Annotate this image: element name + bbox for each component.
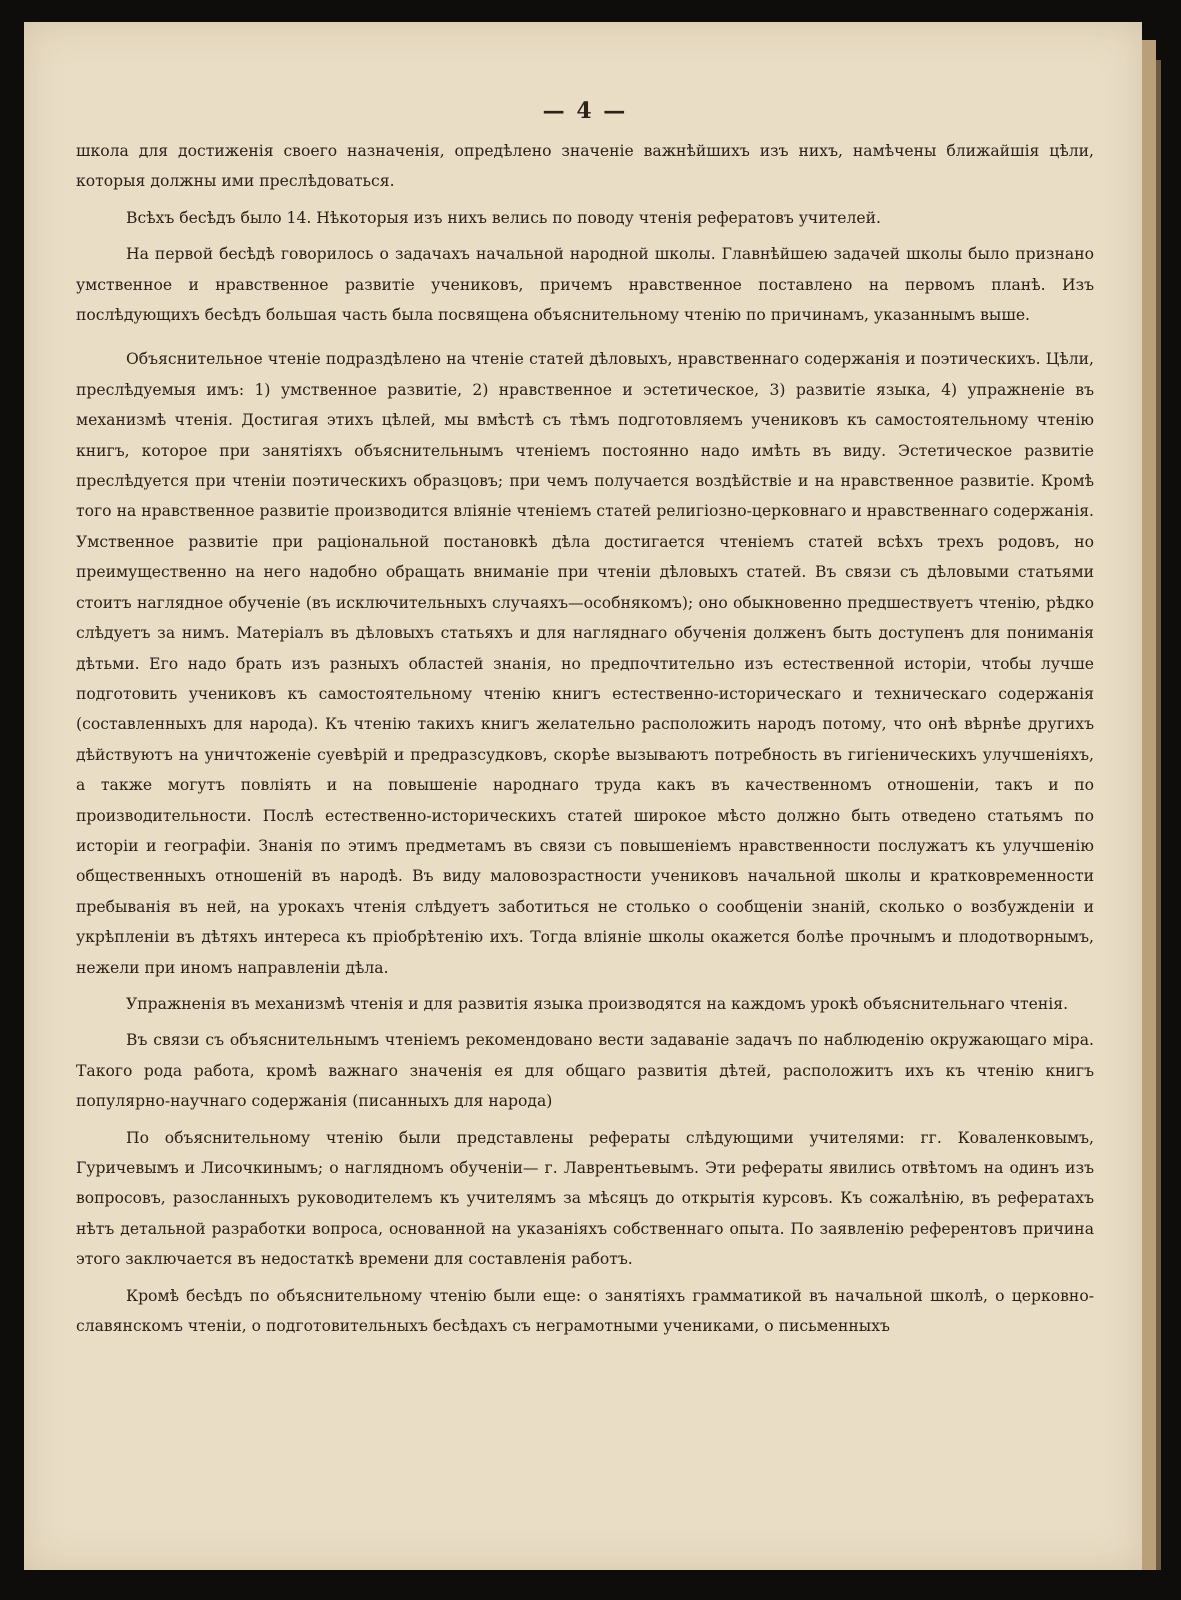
paragraph-5: Упражненія въ механизмѣ чтенія и для развитія языка производятся на каждомъ урокѣ объяснительнаго чтенія. xyxy=(126,994,1069,1013)
paragraph-3: На первой бесѣдѣ говорилось о задачахъ начальной народной школы. Главнѣйшею задачей школы было признано умственное и нравственное развитіе учениковъ, причемъ нравственное поставлено на первомъ планѣ. Изъ послѣдующихъ бесѣдъ большая часть была посвящена объяснительному чтенію по причинамъ, указаннымъ выше. xyxy=(76,245,1094,325)
page-text xyxy=(76,96,1094,1341)
paragraph-7: По объяснительному чтенію были представлены рефераты слѣдующими учителями: гг. Коваленковымъ, Гуричевымъ и Лисочкинымъ; о наглядномъ обученіи— г. Лаврентьевымъ. Эти рефераты явились отвѣтомъ на одинъ изъ вопросовъ, разосланныхъ руководителемъ къ учителямъ за мѣсяцъ до открытія курсовъ. Къ сожалѣнію, въ рефератахъ нѣтъ детальной разработки вопроса, основанной на указаніяхъ собственнаго опыта. По заявленію референтовъ причина этого заключается въ недостаткѣ времени для составленія работъ. xyxy=(76,1128,1094,1269)
page-edge xyxy=(1142,40,1156,1570)
page-edge-shadow xyxy=(1156,60,1161,1570)
paragraph-8: Кромѣ бесѣдъ по объяснительному чтенію были еще: о занятіяхъ грамматикой въ начальной школѣ, о церковно-славянскомъ чтеніи, о подготовительныхъ бесѣдахъ съ неграмотными учениками, о письменныхъ xyxy=(76,1286,1094,1336)
page-number: — 4 — xyxy=(542,98,628,124)
paragraph-2: Всѣхъ бесѣдъ было 14. Нѣкоторыя изъ нихъ велись по поводу чтенія рефератовъ учителей. xyxy=(126,208,881,227)
paragraph-4: Объяснительное чтеніе подраздѣлено на чтеніе статей дѣловыхъ, нравственнаго содержанія и поэтическихъ. Цѣли, преслѣдуемыя имъ: 1) умственное развитіе, 2) нравственное и эстетическое, 3) развитіе языка, 4) упражненіе въ механизмѣ чтенія. Достигая этихъ цѣлей, мы вмѣстѣ съ тѣмъ подготовляемъ учениковъ къ самостоятельному чтенію книгъ, которое при занятіяхъ объяснительнымъ чтеніемъ постоянно надо имѣть въ виду. Эстетическое развитіе преслѣдуется при чтеніи поэтическихъ образцовъ; при чемъ получается воздѣйствіе и на нравственное развитіе. Кромѣ того на нравственное развитіе производится вліяніе чтеніемъ статей религіозно-церковнаго и нравственнаго содержанія. Умственное развитіе при раціональной постановкѣ дѣла достигается чтеніемъ статей всѣхъ трехъ родовъ, но преимущественно на него надобно обращать вниманіе при чтеніи дѣловыхъ статей. Въ связи съ дѣловыми статьями стоитъ наглядное обученіе (въ исключительныхъ случаяхъ—особнякомъ); оно обыкновенно предшествуетъ чтенію, рѣдко слѣдуетъ за нимъ. Матеріалъ въ дѣловыхъ статьяхъ и для нагляднаго обученія долженъ быть доступенъ для пониманія дѣтьми. Его надо брать изъ разныхъ областей знанія, но предпочтительно изъ естественной исторіи, чтобы лучше подготовить учениковъ къ самостоятельному чтенію книгъ естественно-историческаго и техническаго содержанія (составленныхъ для народа). Къ чтенію такихъ книгъ желательно расположить народъ потому, что онѣ вѣрнѣе другихъ дѣйствуютъ на уничтоженіе суевѣрій и предразсудковъ, скорѣе вызываютъ потребность въ гигіеническихъ улучшеніяхъ, а также могутъ повліять и на повышеніе народнаго труда какъ въ качественномъ отношеніи, такъ и по производительности. Послѣ естественно-историческихъ статей широкое мѣсто должно быть отведено статьямъ по исторіи и географіи. Знанія по этимъ предметамъ въ связи съ повышеніемъ нравственности послужатъ къ улучшенію общественныхъ отношеній въ народѣ. Въ виду маловозрастности учениковъ начальной школы и кратковременности пребыванія въ ней, на урокахъ чтенія слѣдуетъ заботиться не столько о сообщеніи знаній, сколько о возбужденіи и укрѣпленіи въ дѣтяхъ интереса къ пріобрѣтенію ихъ. Тогда вліяніе школы окажется болѣе прочнымъ и плодотворнымъ, нежели при иномъ направленіи дѣла. xyxy=(76,350,1094,977)
paragraph-6: Въ связи съ объяснительнымъ чтеніемъ рекомендовано вести задаваніе задачъ по наблюденію окружающаго міра. Такого рода работа, кромѣ важнаго значенія ея для общаго развитія дѣтей, расположитъ ихъ къ чтенію книгъ популярно-научнаго содержанія (писанныхъ для народа) xyxy=(76,1031,1094,1111)
document-page xyxy=(24,22,1142,1570)
paragraph-1: школа для достиженія своего назначенія, опредѣлено значеніе важнѣйшихъ изъ нихъ, намѣчены ближайшія цѣли, которыя должны ими преслѣдоваться. xyxy=(76,142,1094,191)
